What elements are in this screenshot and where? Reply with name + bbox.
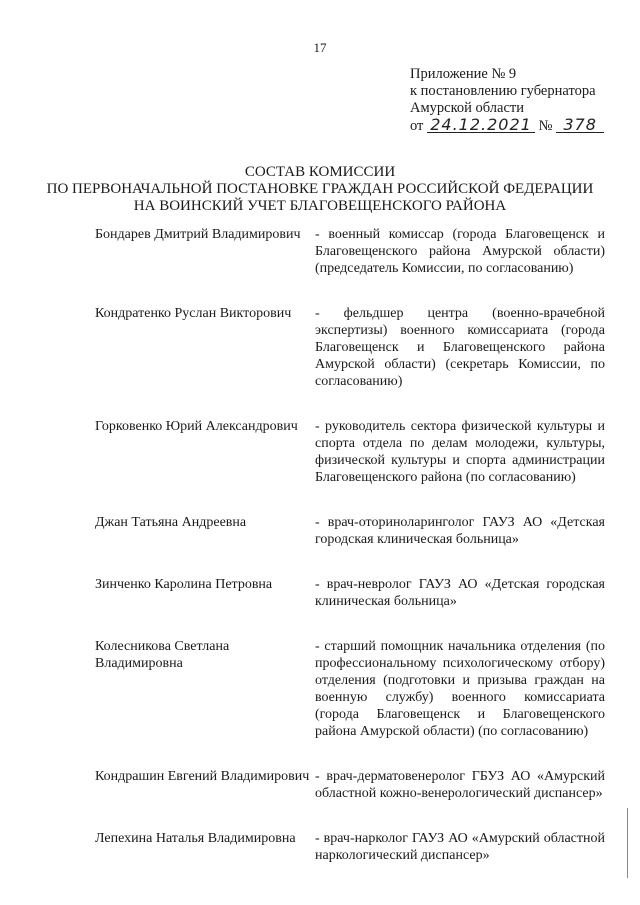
member-name: Кондрашин Евгений Владимирович: [95, 769, 310, 784]
member-role: - старший помощник начальника отделения (по профессиональному психологическому отбору) отделения (подготовки и призыва граждан на военную службу) военного комиссариата (города Благовещенск и Благовещенского района Амурской области) (по согласованию): [315, 639, 605, 739]
member-name: Кондратенко Руслан Викторович: [95, 306, 292, 321]
member-row: [95, 768, 605, 802]
member-role: - врач-дерматовенеролог ГБУЗ АО «Амурский областной кожно-венерологический диспансер»: [315, 769, 605, 801]
member-row: [95, 418, 605, 486]
number-label: №: [538, 118, 553, 134]
appendix-region: Амурской области: [410, 100, 524, 116]
member-role: - руководитель сектора физической культуры и спорта отдела по делам молодежи, культуры, физической культуры и спорта администрации Благовещенского района (по согласованию): [315, 419, 605, 485]
member-name: Бондарев Дмитрий Владимирович: [95, 227, 301, 242]
title-line-3: НА ВОИНСКИЙ УЧЕТ БЛАГОВЕЩЕНСКОГО РАЙОНА: [133, 198, 507, 214]
member-row: [95, 226, 605, 277]
member-list: [95, 226, 605, 892]
appendix-date-line: [410, 117, 604, 135]
handwritten-number: 378: [556, 117, 604, 133]
member-role: - врач-нарколог ГАУЗ АО «Амурский областной наркологический диспансер»: [315, 831, 605, 863]
member-role: - врач-оториноларинголог ГАУЗ АО «Детская городская клиническая больница»: [315, 515, 605, 547]
page-number: 17: [313, 40, 327, 55]
title-line-2: ПО ПЕРВОНАЧАЛЬНОЙ ПОСТАНОВКЕ ГРАЖДАН РОССИЙСКОЙ ФЕДЕРАЦИИ: [46, 181, 594, 197]
from-label: от: [410, 118, 424, 134]
member-role: - фельдшер центра (военно-врачебной экспертизы) военного комиссариата (города Благовещенск и Благовещенского района Амурской области) (секретарь Комиссии, по согласованию): [315, 306, 605, 389]
member-name: Колесникова Светлана Владимировна: [95, 639, 230, 671]
member-name: Зинченко Каролина Петровна: [95, 577, 273, 592]
member-role: - военный комиссар (города Благовещенск и Благовещенского района Амурской области) (председатель Комиссии, по согласованию): [315, 227, 605, 276]
handwritten-date: 24.12.2021: [427, 117, 535, 133]
appendix-decree: к постановлению губернатора: [410, 83, 596, 99]
member-row: [95, 305, 605, 390]
member-row: [95, 514, 605, 548]
appendix-title: Приложение № 9: [410, 66, 517, 82]
member-row: [95, 638, 605, 740]
scan-margin-line: [627, 808, 628, 878]
member-row: [95, 576, 605, 610]
member-role: - врач-невролог ГАУЗ АО «Детская городская клиническая больница»: [315, 577, 605, 609]
appendix-block: [410, 66, 604, 135]
member-row: [95, 830, 605, 864]
document-title: [0, 164, 640, 215]
member-name: Горковенко Юрий Александрович: [95, 419, 298, 434]
member-name: Джан Татьяна Андреевна: [95, 515, 247, 530]
member-name: Лепехина Наталья Владимировна: [95, 831, 296, 846]
title-line-1: СОСТАВ КОМИССИИ: [244, 164, 396, 180]
